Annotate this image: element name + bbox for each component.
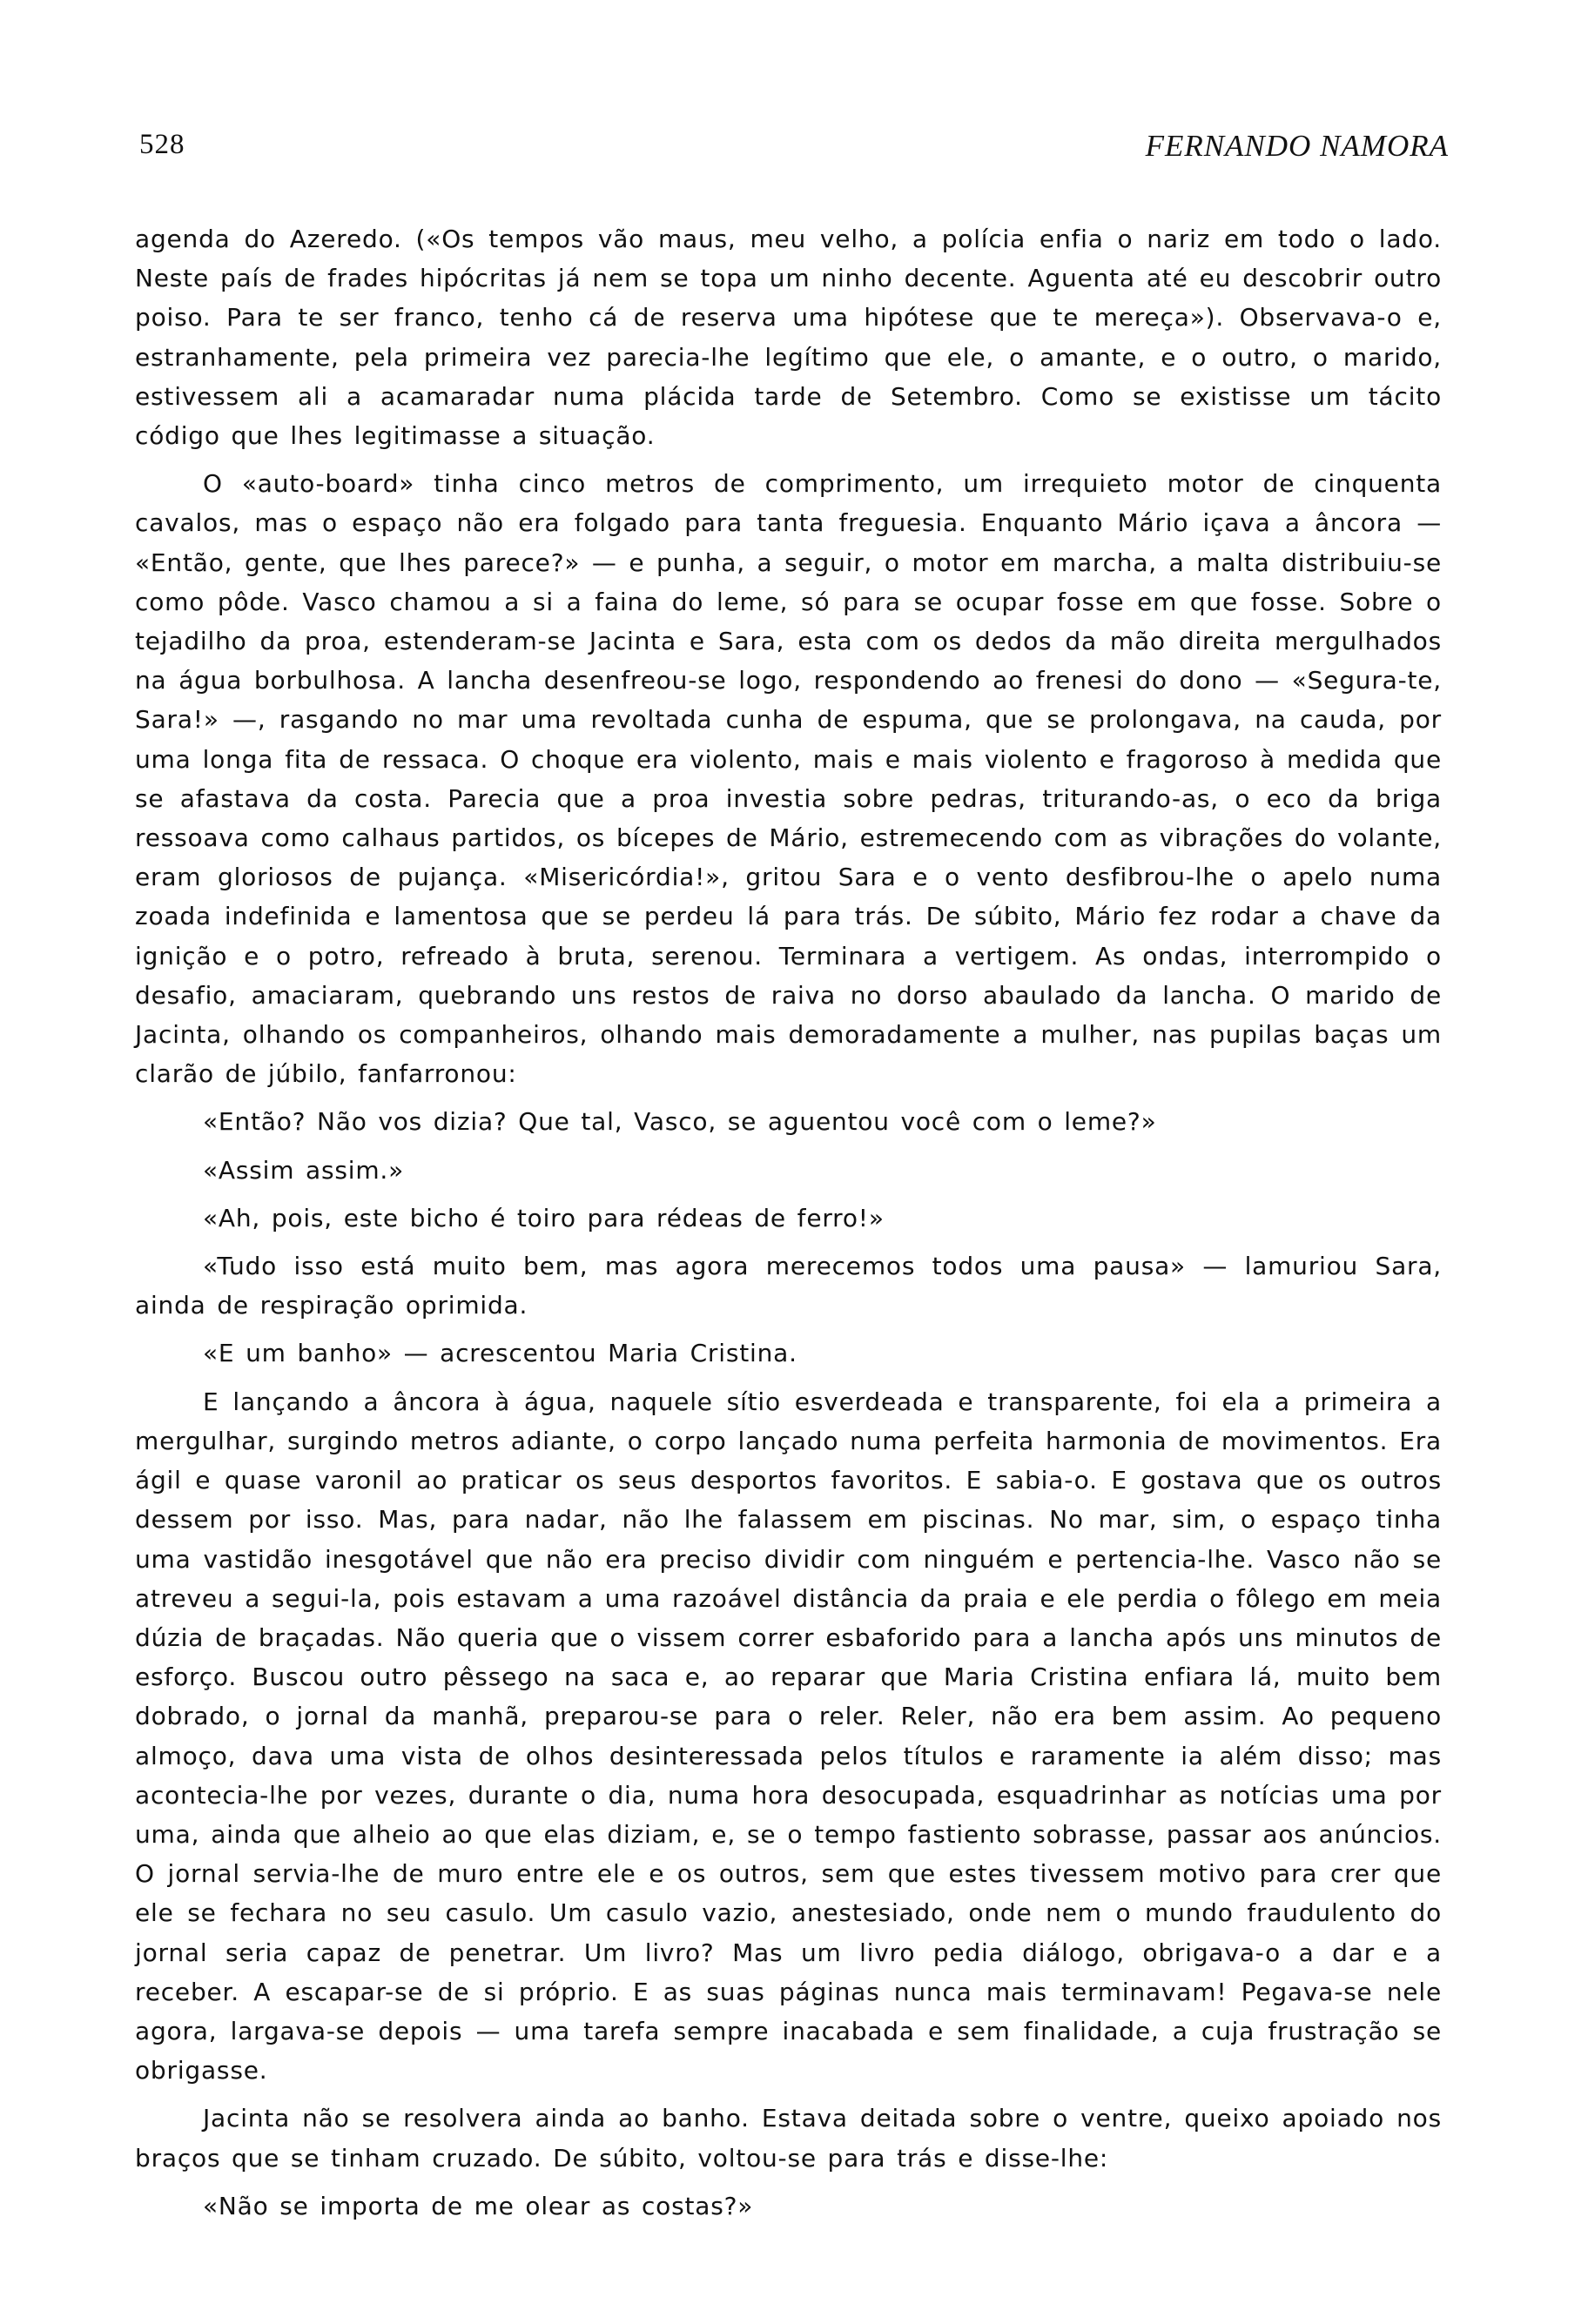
page-number: 528 bbox=[139, 129, 185, 160]
body-text bbox=[135, 219, 1442, 2226]
paragraph: agenda do Azeredo. («Os tempos vão maus, meu velho, a polícia enfia o nariz em todo o lado. Neste país de frades hipócritas já nem se topa um ninho decente. Aguenta até eu descobrir outro poiso. Para te ser franco, tenho cá de reserva uma hipótese que te mereça»). Observava-o e, estranhamente, pela primeira vez parecia-lhe legítimo que ele, o amante, e o outro, o marido, estivessem ali a acamaradar numa plácida tarde de Setembro. Como se existisse um tácito código que lhes legitimasse a situação. bbox=[135, 225, 1442, 451]
dialogue-line: «Tudo isso está muito bem, mas agora merecemos todos uma pausa» — lamuriou Sara, ainda de respiração oprimida. bbox=[135, 1252, 1442, 1320]
dialogue-line: «E um banho» — acrescentou Maria Cristina. bbox=[203, 1339, 797, 1368]
paragraph: E lançando a âncora à água, naquele sítio esverdeada e transparente, foi ela a primeira a mergulhar, surgindo metros adiante, o corpo lançado numa perfeita harmonia de movimentos. Era ágil e quase varonil ao praticar os seus desportos favoritos. E sabia-o. E gostava que os outros dessem por isso. Mas, para nadar, não lhe falassem em piscinas. No mar, sim, o espaço tinha uma vastidão inesgotável que não era preciso dividir com ninguém e pertencia-lhe. Vasco não se atreveu a segui-la, pois estavam a uma razoável distância da praia e ele perdia o fôlego em meia dúzia de braçadas. Não queria que o vissem correr esbaforido para a lancha após uns minutos de esforço. Buscou outro pêssego na saca e, ao reparar que Maria Cristina enfiara lá, muito bem dobrado, o jornal da manhã, preparou-se para o reler. Reler, não era bem assim. Ao pequeno almoço, dava uma vista de olhos desinteressada pelos títulos e raramente ia além disso; mas acontecia-lhe por vezes, durante o dia, numa hora desocupada, esquadrinhar as notícias uma por uma, ainda que alheio ao que elas diziam, e, se o tempo fastiento sobrasse, passar aos anúncios. O jornal servia-lhe de muro entre ele e os outros, sem que estes tivessem motivo para crer que ele se fechara no seu casulo. Um casulo vazio, anestesiado, onde nem o mundo fraudulento do jornal seria capaz de penetrar. Um livro? Mas um livro pedia diálogo, obrigava-o a dar e a receber. A escapar-se de si próprio. E as suas páginas nunca mais terminavam! Pegava-se nele agora, largava-se depois — uma tarefa sempre inacabada e sem finalidade, a cuja frustração se obrigasse. bbox=[135, 1387, 1442, 2086]
running-title-author: FERNANDO NAMORA bbox=[1145, 129, 1449, 163]
dialogue-line: «Assim assim.» bbox=[203, 1155, 405, 1185]
paragraph: O «auto-board» tinha cinco metros de comprimento, um irrequieto motor de cinquenta cavalos, mas o espaço não era folgado para tanta freguesia. Enquanto Mário içava a âncora — «Então, gente, que lhes parece?» — e punha, a seguir, o motor em marcha, a malta distribuiu-se como pôde. Vasco chamou a si a faina do leme, só para se ocupar fosse em que fosse. Sobre o tejadilho da proa, estenderam-se Jacinta e Sara, esta com os dedos da mão direita mergulhados na água borbulhosa. A lancha desenfreou-se logo, respondendo ao frenesi do dono — «Segura-te, Sara!» —, rasgando no mar uma revoltada cunha de espuma, que se prolongava, na cauda, por uma longa fita de ressaca. O choque era violento, mais e mais violento e fragoroso à medida que se afastava da costa. Parecia que a proa investia sobre pedras, triturando-as, o eco da briga ressoava como calhaus partidos, os bícepes de Mário, estremecendo com as vibrações do volante, eram gloriosos de pujança. «Misericórdia!», gritou Sara e o vento desfibrou-lhe o apelo numa zoada indefinida e lamentosa que se perdeu lá para trás. De súbito, Mário fez rodar a chave da ignição e o potro, refreado à bruta, serenou. Terminara a vertigem. As ondas, interrompido o desafio, amaciaram, quebrando uns restos de raiva no dorso abaulado da lancha. O marido de Jacinta, olhando os companheiros, olhando mais demoradamente a mulher, nas pupilas baças um clarão de júbilo, fanfarronou: bbox=[135, 469, 1442, 1089]
paragraph: Jacinta não se resolvera ainda ao banho. Estava deitada sobre o ventre, queixo apoiado nos braços que se tinham cruzado. De súbito, voltou-se para trás e disse-lhe: bbox=[135, 2104, 1442, 2173]
dialogue-line: «Ah, pois, este bicho é toiro para rédeas de ferro!» bbox=[203, 1203, 885, 1233]
running-head bbox=[139, 129, 1449, 172]
dialogue-line: «Então? Não vos dizia? Que tal, Vasco, se aguentou você com o leme?» bbox=[203, 1107, 1157, 1137]
dialogue-line: «Não se importa de me olear as costas?» bbox=[203, 2191, 754, 2220]
